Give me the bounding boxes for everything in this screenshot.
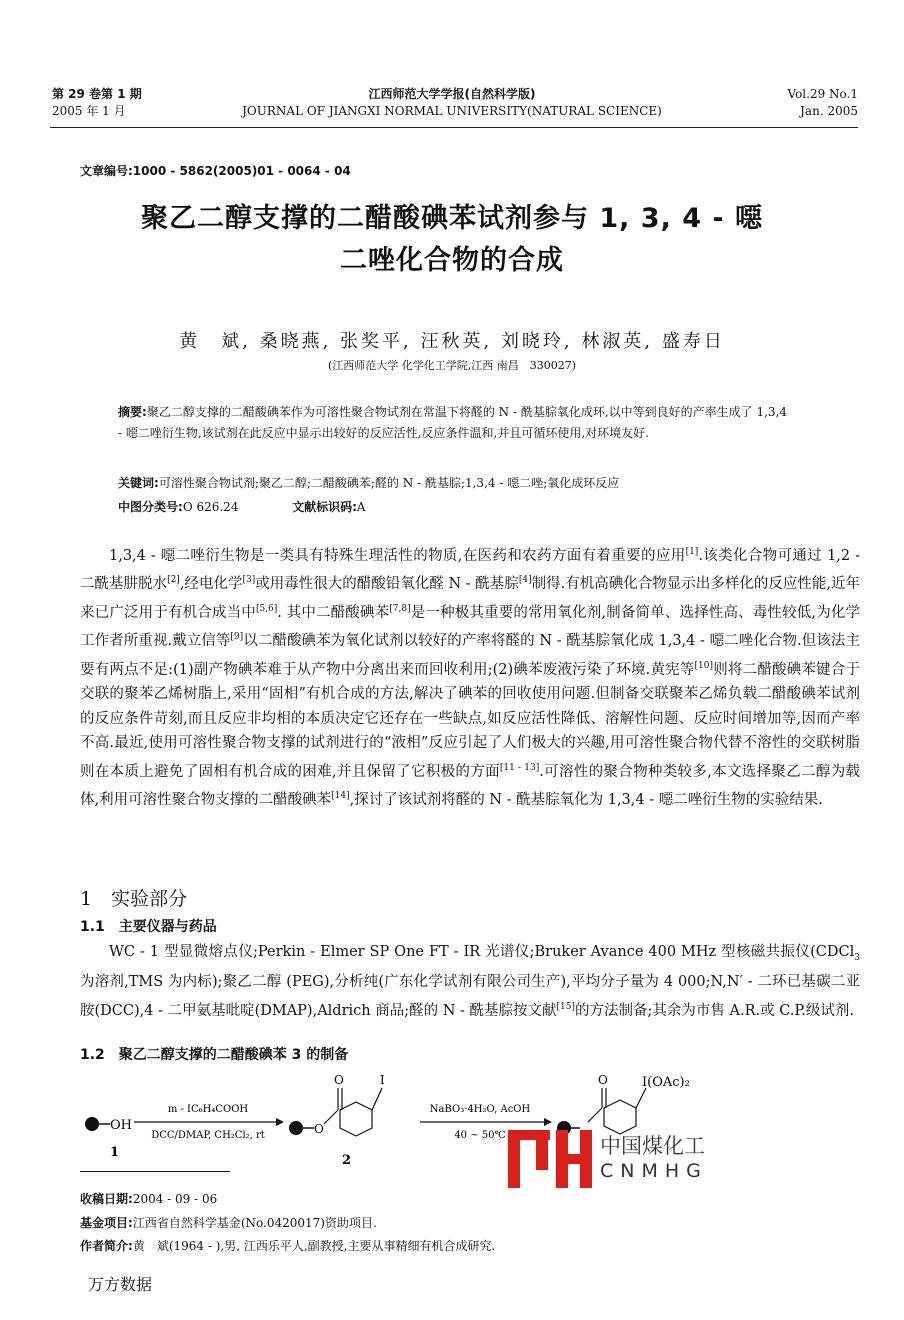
section-heading-1-2: 1.2 聚乙二醇支撑的二醋酸碘苯 3 的制备 — [80, 1047, 349, 1063]
keywords-text: 可溶性聚合物试剂;聚乙二醇;二醋酸碘苯;醛的 N - 酰基腙;1,3,4 - 噁二唑;氧化成环反应 — [158, 476, 620, 490]
intro-text: 是一种极其重要的常用氧化剂,制备简单、选择性高、毒性较低,为化学工作者所重视.戴立信等 — [80, 604, 861, 650]
citation: [10] — [694, 660, 714, 671]
fund-info — [80, 1214, 377, 1231]
materials-text: 的方法制备;其余为市售 A.R.或 C.P.级试剂. — [575, 1002, 854, 1019]
volume-en: Vol.29 No.1 — [787, 87, 858, 101]
reagent-2-bottom: 40 ~ 50℃ — [454, 1130, 506, 1141]
affiliation: (江西师范大学 化学化工学院,江西 南昌 330027) — [327, 359, 577, 372]
citation: [4] — [518, 575, 532, 586]
citation: [9] — [230, 632, 244, 643]
clc-label: 中图分类号: — [118, 500, 183, 514]
ester-o-label: O — [314, 1122, 324, 1136]
doc-code-label: 文献标识码: — [292, 500, 357, 514]
title-line-1: 聚乙二醇支撑的二醋酸碘苯试剂参与 1, 3, 4 - 噁 — [140, 203, 764, 234]
iodo-label: I — [380, 1073, 385, 1087]
journal-name-en: JOURNAL OF JIANGXI NORMAL UNIVERSITY(NATURAL SCIENCE) — [242, 104, 662, 118]
iodine-diacetate-label: I(OAc)₂ — [642, 1075, 690, 1090]
carbonyl-o-label: O — [334, 1073, 344, 1087]
citation: [11 - 13] — [499, 762, 540, 773]
received-label: 收稿日期: — [80, 1192, 133, 1206]
article-number: 文章编号:1000 - 5862(2005)01 - 0064 - 04 — [80, 164, 351, 178]
title-line-2: 二唑化合物的合成 — [340, 245, 564, 276]
fund-label: 基金项目: — [80, 1216, 133, 1230]
intro-text: ,经电化学 — [179, 576, 243, 593]
intro-text: ,探讨了该试剂将醛的 N - 酰基腙氧化为 1,3,4 - 噁二唑衍生物的实验结果. — [349, 792, 823, 809]
fund-value: 江西省自然科学基金(No.0420017)资助项目. — [132, 1216, 377, 1230]
section-heading-1: 1 实验部分 — [80, 888, 188, 910]
doc-code-value: A — [356, 500, 366, 514]
materials-text: 为溶剂,TMS 为内标);聚乙二醇 (PEG),分析纯(广东化学试剂有限公司生产),平均分子量为 4 000;N,N′ - 二环已基碳二亚胺(DCC),4 - 二甲氨基吡啶(DMAP),Aldrich 商品;醛的 N - 酰基腙按文献 — [80, 974, 860, 1019]
compound-2-label: 2 — [342, 1153, 352, 1168]
intro-text: 以二醋酸碘苯为氧化试剂以较好的产率将醛的 N - 酰基腙氧化成 1,3,4 - 噁二唑化合物.但该法主要有两点不足:(1)副产物碘苯难于从产物中分离出来而回收利用;(2)碘苯废液污染了环境.黄宪等 — [80, 633, 860, 678]
intro-text: 则将二醋酸碘苯键合于交联的聚苯乙烯树脂上,采用“固相”有机合成的方法,解决了碘苯的回收使用问题.但制备交联聚苯乙烯负载二醋酸碘苯试剂的反应条件苛刻,而且反应非均相的本质决定它还存在一些缺点,如反应活性降低、溶解性问题、反应时间增加等,因而产率不高.最近,使用可溶性聚合物支撑的试剂进行的“液相”反应引起了人们极大的兴趣,用可溶性聚合物代替不溶性的交联树脂则在本质上避免了固相有机合成的困难,并且保留了它积极的方面 — [80, 661, 861, 780]
polymer-bead-icon — [289, 1121, 303, 1135]
paper-title — [60, 198, 844, 282]
citation: [14] — [331, 791, 350, 802]
benzene-ring-icon — [604, 1100, 636, 1134]
header-rule — [50, 127, 858, 128]
compound-1-label: 1 — [110, 1145, 120, 1160]
received-date — [80, 1190, 217, 1207]
citation: [1] — [685, 547, 699, 557]
author-bio-label: 作者简介: — [80, 1239, 133, 1253]
abstract-label: 摘要: — [118, 405, 147, 419]
citation: [7,8] — [389, 603, 411, 614]
intro-paragraph — [80, 540, 860, 813]
oh-label: OH — [110, 1118, 132, 1133]
date-cn: 2005 年 1 月 — [52, 104, 126, 118]
intro-text: 或用毒性很大的醋酸铅氧化醛 N - 酰基腙 — [255, 576, 519, 593]
author-bio — [80, 1237, 495, 1254]
watermark-en: CNMHG — [600, 1160, 708, 1182]
classification — [118, 498, 366, 515]
intro-text: . 其中二醋酸碘苯 — [277, 604, 390, 621]
author-list: 黄 斌, 桑晓燕, 张奖平, 汪秋英, 刘晓玲, 林淑英, 盛寿日 — [179, 331, 725, 352]
clc-value: O 626.24 — [182, 500, 239, 514]
journal-issue-en — [788, 86, 859, 120]
citation: [3] — [242, 575, 256, 586]
materials-paragraph — [80, 940, 860, 1024]
keywords — [118, 473, 790, 494]
polymer-bead-icon — [85, 1117, 99, 1131]
wanfang-watermark: 万方数据 — [88, 1275, 153, 1294]
benzene-ring-icon — [340, 1102, 372, 1136]
date-en: Jan. 2005 — [800, 104, 858, 118]
watermark-cn: 中国煤化工 — [600, 1134, 705, 1158]
intro-text: 1,3,4 - 噁二唑衍生物是一类具有特殊生理活性的物质,在医药和农药方面有着重要的应用 — [109, 547, 686, 564]
journal-name — [0, 86, 904, 120]
citation: [2] — [167, 575, 180, 586]
citation: [5,6] — [255, 603, 278, 614]
intro-text: .可溶性的聚合物种类较多,本文选择聚乙二醇为载体,利用可溶性聚合物支撑的二醋酸碘苯 — [80, 763, 861, 809]
journal-name-cn: 江西师范大学学报(自然科学版) — [368, 87, 536, 101]
author-bio-value: 黄 斌(1964 - ),男, 江西乐平人,副教授,主要从事精细有机合成研究. — [132, 1239, 496, 1253]
carbonyl-o-label: O — [598, 1073, 608, 1087]
keywords-label: 关键词: — [118, 476, 159, 490]
footnote-rule — [80, 1171, 230, 1172]
abstract — [118, 402, 790, 444]
abstract-text: 聚乙二醇支撑的二醋酸碘苯作为可溶性聚合物试剂在常温下将醛的 N - 酰基腙氧化成环,以中等到良好的产率生成了 1,3,4 - 噁二唑衍生物,该试剂在此反应中显示出较好的反应活性,反应条件温和,并且可循环使用,对环境友好. — [118, 405, 787, 440]
cnmhg-logo-icon — [506, 1124, 596, 1190]
materials-text: WC - 1 型显微熔点仪;Perkin - Elmer SP One FT - IR 光谱仪;Bruker Avance 400 MHz 型核磁共振仪(CDCl — [109, 944, 855, 960]
received-value: 2004 - 09 - 06 — [132, 1192, 218, 1206]
intro-text: 制得.有机高碘化合物显示出多样化的反应性能,近年来已广泛用于有机合成当中 — [80, 576, 861, 621]
volume-cn: 第 29 卷第 1 期 — [52, 87, 142, 101]
citation: [15] — [556, 1002, 576, 1013]
subscript: 3 — [854, 952, 860, 963]
reagent-2-top: NaBO₃·4H₂O, AcOH — [429, 1104, 531, 1115]
reagent-1-bottom: DCC/DMAP, CH₂Cl₂, rt — [151, 1130, 265, 1141]
section-heading-1-1: 1.1 主要仪器与药品 — [80, 919, 217, 935]
reagent-1-top: m - IC₆H₄COOH — [167, 1104, 249, 1115]
intro-text: .该类化合物可通过 1,2 - 二酰基肼脱水 — [80, 547, 860, 593]
